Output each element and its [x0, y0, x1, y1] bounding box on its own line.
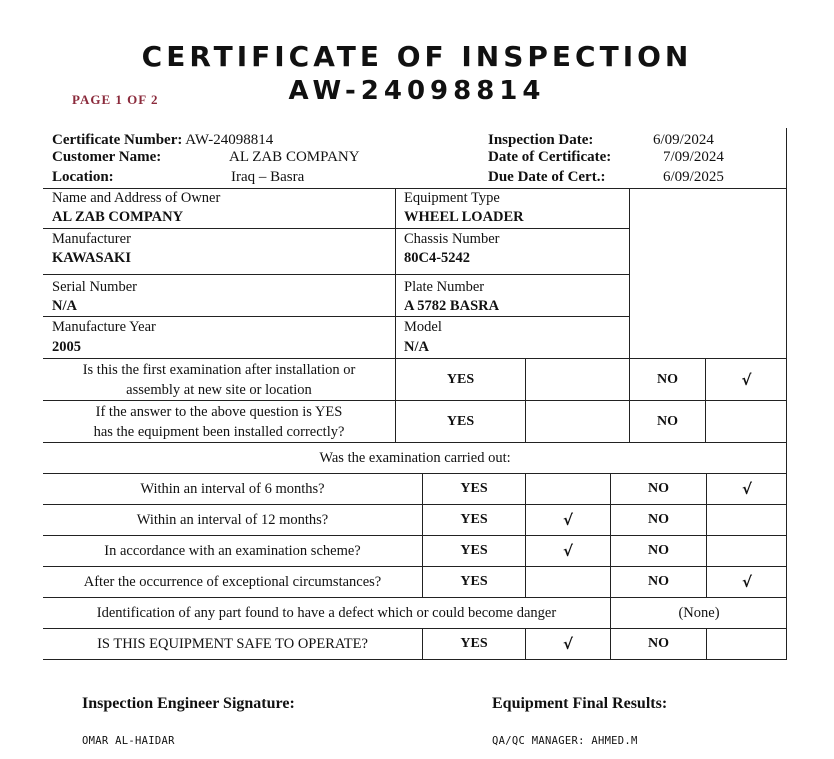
serial-label: Serial Number: [52, 279, 137, 295]
check-mark-icon: √: [525, 535, 610, 566]
check-mark-icon: √: [525, 628, 610, 659]
customer-label: Customer Name:: [52, 149, 162, 165]
manufacturer-cell: [43, 228, 395, 274]
question-first-examination: [43, 358, 395, 400]
model-value: N/A: [404, 339, 429, 355]
plate-value: A 5782 BASRA: [404, 298, 500, 314]
question-12-months: Within an interval of 12 months?: [43, 504, 422, 535]
customer-value: AL ZAB COMPANY: [229, 149, 360, 165]
question-line: Is this the first examination after installation or: [82, 361, 356, 378]
equipment-type-cell: [395, 188, 629, 228]
question-installed-correctly: [43, 400, 395, 442]
question-examination-scheme: In accordance with an examination scheme?: [43, 535, 422, 566]
question-exceptional-circumstances: After the occurrence of exceptional circumstances?: [43, 566, 422, 597]
no-label: NO: [610, 535, 706, 566]
location-value: Iraq – Basra: [231, 169, 305, 185]
chassis-cell: [395, 228, 629, 274]
equipment-type-value: WHEEL LOADER: [404, 209, 524, 225]
document-title: CERTIFICATE OF INSPECTION: [141, 40, 693, 73]
manufacturer-label: Manufacturer: [52, 231, 131, 247]
question-defect-identification: Identification of any part found to have a defect which or could become danger: [43, 597, 610, 628]
yes-check-cell: [525, 358, 629, 400]
yes-label: YES: [422, 628, 525, 659]
year-value: 2005: [52, 339, 81, 355]
question-line: If the answer to the above question is YES: [95, 403, 343, 420]
model-cell: [395, 316, 629, 358]
manufacturer-value: KAWASAKI: [52, 250, 131, 266]
location-label: Location:: [52, 169, 114, 185]
no-label: NO: [629, 400, 705, 442]
cert-number-label: Certificate Number:: [52, 132, 183, 148]
no-check-cell: [706, 535, 787, 566]
yes-label: YES: [422, 566, 525, 597]
no-check-cell: [705, 400, 787, 442]
final-results-label: Equipment Final Results:: [492, 695, 668, 712]
owner-label: Name and Address of Owner: [52, 190, 221, 206]
question-6-months: Within an interval of 6 months?: [43, 473, 422, 504]
plate-cell: [395, 274, 629, 316]
cert-date-value: 7/09/2024: [663, 149, 724, 165]
yes-label: YES: [422, 535, 525, 566]
yes-check-cell: [525, 473, 610, 504]
question-safe-to-operate: IS THIS EQUIPMENT SAFE TO OPERATE?: [43, 628, 422, 659]
manager-name: QA/QC MANAGER: AHMED.M: [492, 735, 638, 747]
chassis-value: 80C4-5242: [404, 250, 471, 266]
owner-cell: [43, 188, 395, 228]
cert-date-label: Date of Certificate:: [488, 149, 612, 165]
year-cell: [43, 316, 395, 358]
no-check-cell: [706, 504, 787, 535]
header-block: [43, 128, 787, 188]
yes-label: YES: [395, 400, 525, 442]
equipment-type-label: Equipment Type: [404, 190, 500, 206]
serial-cell: [43, 274, 395, 316]
due-date-label: Due Date of Cert.:: [488, 169, 606, 185]
no-check-cell: [706, 628, 787, 659]
question-line: has the equipment been installed correctly?: [93, 423, 345, 440]
no-label: NO: [610, 566, 706, 597]
serial-value: N/A: [52, 298, 77, 314]
chassis-label: Chassis Number: [404, 231, 500, 247]
check-mark-icon: √: [705, 358, 787, 400]
inspection-date-value: 6/09/2024: [653, 132, 714, 148]
check-mark-icon: √: [525, 504, 610, 535]
question-line: assembly at new site or location: [126, 381, 312, 398]
page-indicator: PAGE 1 OF 2: [72, 92, 159, 107]
yes-check-cell: [525, 400, 629, 442]
engineer-signature-label: Inspection Engineer Signature:: [82, 695, 295, 712]
no-label: NO: [610, 504, 706, 535]
no-label: NO: [629, 358, 705, 400]
model-label: Model: [404, 319, 442, 335]
inspection-date-label: Inspection Date:: [488, 132, 594, 148]
no-label: NO: [610, 473, 706, 504]
owner-value: AL ZAB COMPANY: [52, 209, 184, 225]
blank-side-cell: [629, 188, 787, 358]
examination-heading: Was the examination carried out:: [43, 442, 787, 473]
inspection-table: [43, 128, 787, 660]
year-label: Manufacture Year: [52, 319, 156, 335]
due-date-value: 6/09/2025: [663, 169, 724, 185]
certificate-code: AW-24098814: [288, 76, 546, 106]
check-mark-icon: √: [706, 566, 787, 597]
defect-answer: (None): [610, 597, 787, 628]
no-label: NO: [610, 628, 706, 659]
yes-label: YES: [422, 473, 525, 504]
plate-label: Plate Number: [404, 279, 485, 295]
yes-label: YES: [422, 504, 525, 535]
yes-label: YES: [395, 358, 525, 400]
cert-number-value: AW-24098814: [185, 132, 274, 148]
check-mark-icon: √: [706, 473, 787, 504]
engineer-name: OMAR AL-HAIDAR: [82, 735, 175, 747]
yes-check-cell: [525, 566, 610, 597]
